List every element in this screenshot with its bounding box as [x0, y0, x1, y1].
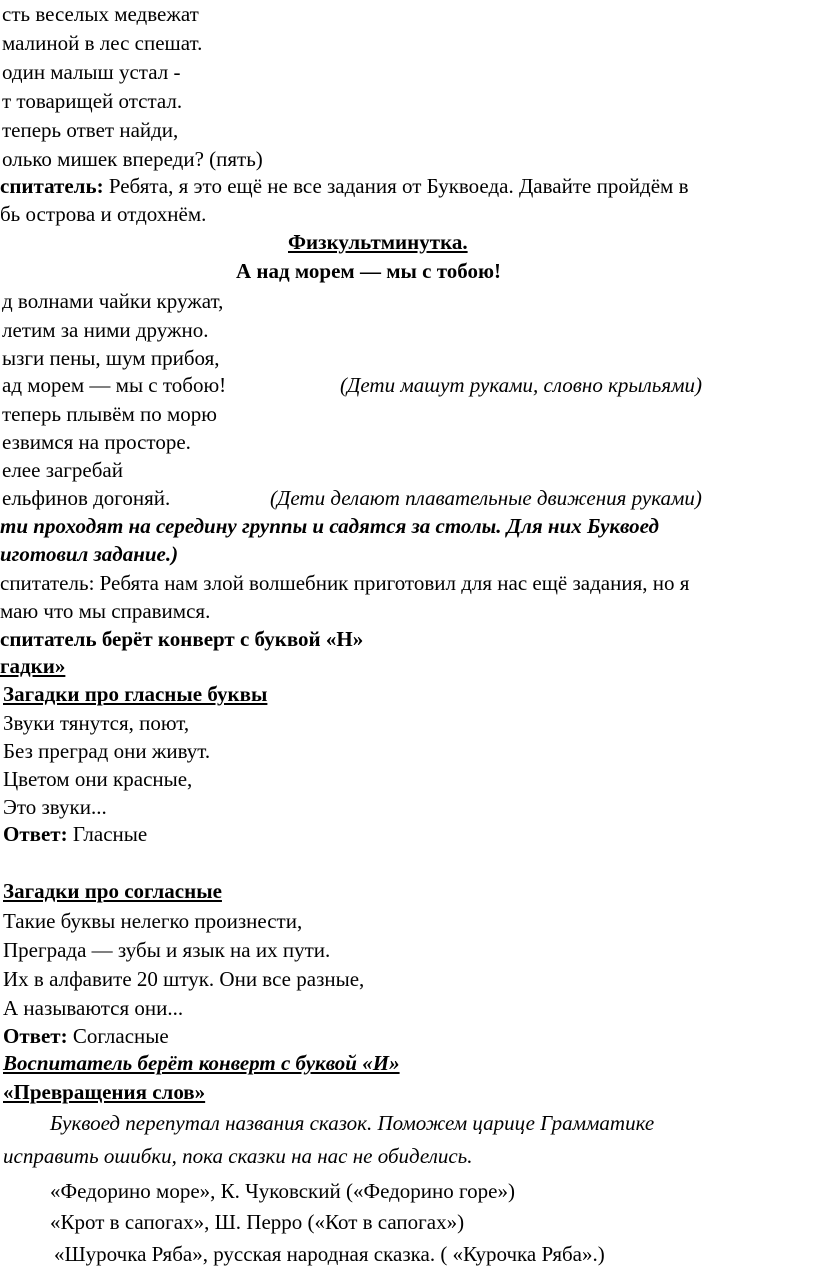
poem2-line: ельфинов догоняй. [2, 486, 171, 510]
poem2-line: ад морем — мы с тобою! [2, 373, 227, 397]
answer-label: Ответ: [3, 1024, 68, 1048]
envelope-note: спитатель берёт конверт с буквой «Н» [0, 627, 364, 651]
riddle-line: А называются они... [3, 996, 184, 1020]
poem1-line: олько мишек впереди? (пять) [2, 147, 263, 171]
poem2-line: ызги пены, шум прибоя, [2, 346, 220, 370]
poem1-line: один малыш устал - [2, 60, 181, 84]
teacher-remark-cont: бь острова и отдохнём. [0, 202, 207, 226]
speaker-label: спитатель: [0, 174, 104, 198]
stage-direction-bold: иготовил задание.) [0, 542, 179, 566]
vowels-title: Загадки про гласные буквы [3, 682, 268, 706]
stage-direction: (Дети делают плавательные движения руками) [270, 486, 702, 510]
envelope-note: Воспитатель берёт конверт с буквой «И» [3, 1051, 400, 1075]
riddle-line: Это звуки... [3, 795, 107, 819]
intro-line: Буквоед перепутал названия сказок. Поможем царице Грамматике [50, 1111, 655, 1135]
tale-item: «Федорино море», К. Чуковский («Федорино горе») [50, 1179, 515, 1203]
section-subtitle: А над морем — мы с тобою! [236, 259, 502, 283]
poem2-line: елее загребай [2, 458, 123, 482]
riddle-line: Звуки тянутся, поют, [3, 711, 190, 735]
answer-text: Согласные [67, 1024, 169, 1048]
riddle-line: Цветом они красные, [3, 767, 193, 791]
answer-label: Ответ: [3, 822, 68, 846]
teacher-remark-cont: маю что мы справимся. [0, 599, 211, 623]
tale-item: «Шурочка Ряба», русская народная сказка. ( «Курочка Ряба».) [54, 1242, 605, 1266]
poem1-line: сть веселых медвежат [2, 2, 199, 26]
riddle-line: Такие буквы нелегко произнести, [3, 909, 303, 933]
answer-text: Гласные [67, 822, 148, 846]
riddle-line: Преграда — зубы и язык на их пути. [3, 938, 331, 962]
poem2-line: д волнами чайки кружат, [2, 289, 224, 313]
zagadki-title: гадки» [0, 654, 66, 678]
remark-text: Ребята, я это ещё не все задания от Буквоеда. Давайте пройдём в [103, 174, 689, 198]
riddle-line: Их в алфавите 20 штук. Они все разные, [3, 967, 365, 991]
stage-direction: (Дети машут руками, словно крыльями) [340, 373, 702, 397]
intro-line: исправить ошибки, пока сказки на нас не обиделись. [3, 1144, 473, 1168]
teacher-remark [0, 172, 689, 200]
poem2-line: летим за ними дружно. [2, 318, 209, 342]
poem1-line: теперь ответ найди, [2, 118, 179, 142]
stage-direction-bold: ти проходят на середину группы и садятся за столы. Для них Буквоед [0, 514, 659, 538]
poem1-line: т товарищей отстал. [2, 89, 183, 113]
riddle-line: Без преград они живут. [3, 739, 211, 763]
teacher-remark: спитатель: Ребята нам злой волшебник приготовил для нас ещё задания, но я [0, 571, 690, 595]
section-title: Физкультминутка. [288, 230, 468, 254]
riddle-answer [3, 1022, 169, 1050]
poem2-line: езвимся на просторе. [2, 430, 191, 454]
tale-item: «Крот в сапогах», Ш. Перро («Кот в сапогах») [50, 1210, 465, 1234]
poem1-line: малиной в лес спешат. [2, 31, 203, 55]
consonants-title: Загадки про согласные [3, 879, 222, 903]
transform-title: «Превращения слов» [3, 1080, 206, 1104]
riddle-answer [3, 820, 147, 848]
poem2-line: теперь плывём по морю [2, 402, 217, 426]
